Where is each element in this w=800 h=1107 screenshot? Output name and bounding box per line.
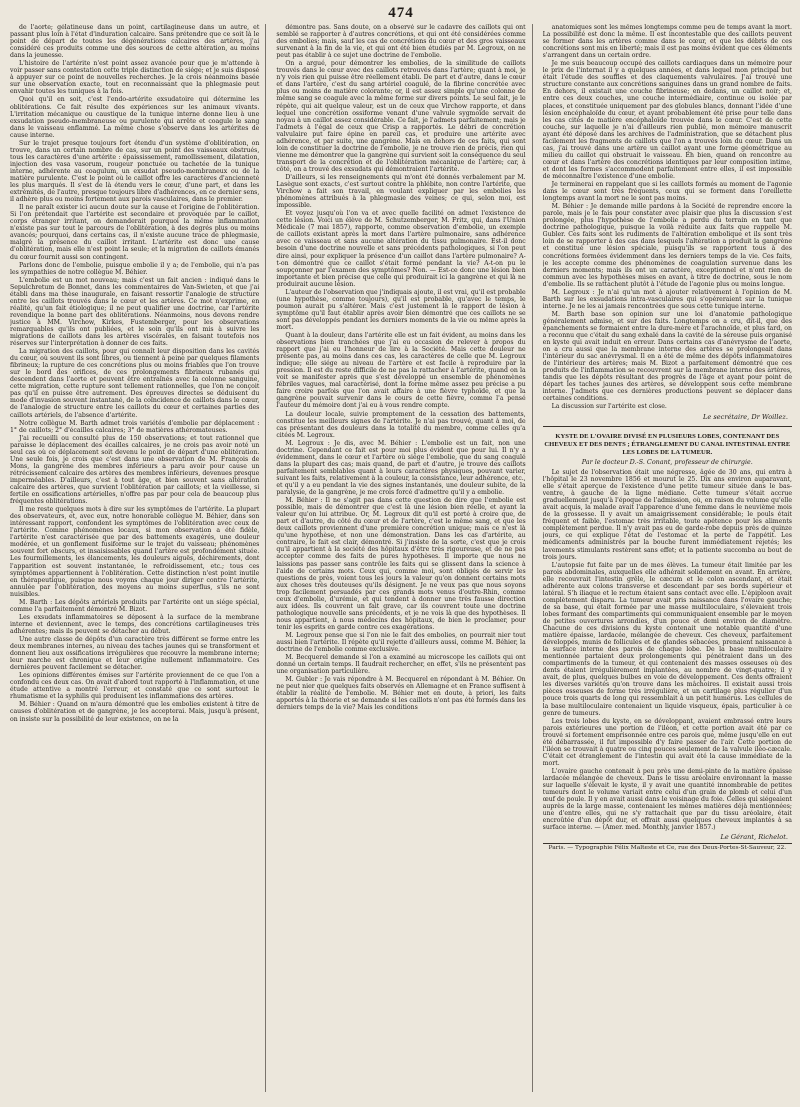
paragraph: Une autre classe de dépôts d'un caractère très différent se forme entre les deux membranes internes, au niveau des taches jaunes qui se transforment et donnent lieu aux ossifications irrégulières que recouvre la membrane interne; leur marche est chronique et leur origine nullement inflammatoire. Ces dernières peuvent facilement se détacher. [10, 635, 260, 672]
paragraph: Quant à la douleur, dans l'artérite elle est un fait évident, au moins dans les observations bien tranchées que j'ai eu occasion de relever à propos du rapport que j'ai eu l'honneur de lire à la Société. Mais cette douleur ne présente pas, au moins dans ces cas, les caractères de celle que M. Legroux indique; elle siége au niveau de l'artère et est facile à reproduire par la pression. Il est du reste difficile de ne pas la rattacher à l'artérite, quand on la voit se manifester après que s'est développé un ensemble de phénomènes fébriles vagues, mal caractérisé, dont la forme même assez peu précise a pu faire croire parfois que l'on avait affaire à une fièvre typhoïde, et que la gangrène pouvait survenir dans le cours de cette fièvre, comme l'a pensé l'auteur du mémoire dont j'ai eu à vous rendre compte. [276, 332, 526, 410]
paragraph: Quoi qu'il en soit, c'est l'endo-artérite exsudatoire qui détermine les oblitérations. Ce fait résulte des expériences sur les animaux vivants. L'irritation mécanique ou caustique de la tunique interne donne lieu à une exsudation pseudo-membraneuse ou purulente qui arrête et coagule le sang dans le vaisseau enflammé. La même chose s'observe dans les artérites de cause interne. [10, 96, 260, 139]
paragraph: Les trois lobes du kyste, en se développant, avaient embrassé entre leurs parois extérieures une portion de l'iléon, et cette portion avait été par ce trouvé si fortement emprisonnée entre ces parois que, même jusqu'elle en eut été débarrassée, il fut impossible d'y faire passer de l'air. Cette portion de l'iléon se trouvait à quatre ou cinq pouces seulement de la valvule iléo-cæcale. C'était cet étranglement de l'intestin qui avait été la cause immédiate de la mort. [542, 717, 792, 767]
gerant-signature: Le Gérant, Richelot. [720, 833, 788, 842]
paragraph: L'ovaire gauche contenait à peu près une demi-pinte de la matière épaisse lardacée mélangée de cheveux. Dans le tissu aréolaire environnant la masse sur laquelle s'élevait le kyste, il y avait une quantité innombrable de petites tumeurs dont le volume variait entre celui d'un grain de plomb et celui d'un œuf de poule. Il y en avait aussi dans le voisinage du foie. Celles qui siégeaient auprès de la large masse, contenaient les mêmes matières déjà mentionnées; une d'entre elles, qui ne s'y rattachait que par du tissu aréolaire, était encroûtée d'un dépôt dur, et offrait aussi quelques cheveux implantés à sa surface interne. — (Amer. med. Monthly, janvier 1857.) [542, 767, 792, 832]
paragraph: D'ailleurs, si les renseignements qui m'ont été donnés verbalement par M. Lasègue sont exacts, c'est surtout contre la phlébite, non contre l'artérite, que Virchow a fait son travail, en voulant expliquer par les embolies les phénomènes attribués à la phlegmasie des veines; ce qui, selon moi, est impossible. [276, 173, 526, 210]
column-left [10, 24, 266, 1092]
paragraph: M. Legroux : Je n'ai qu'un mot à ajouter relativement à l'opinion de M. Barth sur les exsudations intra-vasculaires qui s'opéreraient sur la tunique interne. Je ne les ai jamais rencontrées que sous cette tunique interne. [542, 288, 792, 310]
paragraph: Et voyez jusqu'où l'on va et avec quelle facilité on admet l'existence de cette lésion. Voici un élève de M. Schutzemberger, M. Fritz, qui, dans l'Union Médicale (7 mai 1857), rapporte, comme observation d'embolie, un exemple de caillots existant après la mort dans l'artère pulmonaire, sans adhérence avec ce vaisseau et sans aucune altération du tissu pulmonaire. Est-il donc besoin d'une doctrine nouvelle et sans précédents pathologiques, si l'on peut dire ainsi, pour expliquer la présence d'un caillot dans l'artère pulmonaire? A-t-on démontré que ce caillot s'était formé pendant la vie? A-t-on pu le soupçonner par l'examen des symptômes? Non. — Est-ce donc une lésion bien importante et bien précise que celle qui produirait ici la gangrène et qui là ne produirait aucune lésion. [276, 210, 526, 288]
paragraph: J'ai recueilli ou consulté plus de 150 observations; et tout rationnel que paraisse le déplacement des écailles calcaires, je ne crois pas avoir noté un seul cas où ce déplacement soit devenu le point de départ d'une oblitération. Une seule fois, je crois que c'est dans une observation de M. François de Mons, la gangrène des membres inférieurs a paru avoir pour cause un rétrécissement calcaire des artères des membres inférieurs, devenues presque imperméables. D'ailleurs, c'est à tout âge, et bien souvent sans altération calcaire des artères, que survient l'oblitération par caillots; et la vieillesse, si fertile en ossifications artérielles, n'offre pas par pour cela de beaucoup plus fréquentes oblitérations. [10, 434, 260, 506]
article-title: KYSTE DE L'OVAIRE DIVISÉ EN PLUSIEURS LOBES, CONTENANT DES CHEVEUX ET DES DENTS ; ÉTRANGLEMENT DU CANAL INTESTINAL ENTRE LES LOBES DE LA TUMEUR. [544, 432, 791, 456]
paragraph: M. Gubler : Je vais répondre à M. Becquerel en répondant à M. Béhier. On ne peut nier que quelques faits observés en Allemagne et en France suffisent à établir la réalité de l'embolie. M. Béhier met en doute, à priori, les faits apportés à la théorie et se demande si les caillots n'ont pas été formés dans les derniers temps de la vie? Mais les conditions [276, 676, 526, 712]
paragraph: L'histoire de l'artérite n'est point assez avancée pour que je m'attende à voir passer sans contestation cette triple distinction de siége; et je suis disposé à appuyer sur ce point de nouvelles recherches. Je la crois néanmoins basée sur une observation exacte, tout en reconnaissant que la phlegmasie peut envahir toutes les tuniques à la fois. [10, 60, 260, 96]
paragraph: M. Legroux : Je dis, avec M. Béhier : L'embolie est un fait, non une doctrine. Cependant ce fait est pour moi plus évident que pour lui. Il n'y a évidemment, dans le cœur et l'artère où siége l'embolie, que du sang coagulé dans la plupart des cas; mais quand, de part et d'autre, je trouve des caillots parfaitement semblables quant à leurs caractères physiques, pouvant varier, suivant les faits, relativement à la couleur, la consistance, leur adhérence, etc., et qu'il y a eu pendant la vie des signes instantanés, une douleur subite, de la paralysie, de la gangrène, je me crois forcé d'admettre qu'il y a embolie. [276, 439, 526, 497]
paragraph: On a argué, pour démontrer les embolies, de la similitude de caillots trouvés dans le cœur avec des caillots retrouvés dans l'artère; quant à moi, je n'y vois rien qui puisse être réellement établi. De part et d'autre, dans le cœur et dans l'artère, c'est du sang artériel coagulé, de la fibrine concrétée avec plus ou moins de matière colorante; or, il est assez simple qu'une colonne de même sang se coagule avec la même forme sur divers points. Le seul fait, je le répète, qui ait quelque valeur, est un de ceux que Virchow rapporte, et dans lequel une concrétion ossiforme venant d'une valvule sygmoïde servait de noyau à un caillot assez considérable. Ce fait, je l'admets parfaitement; mais je l'admets à l'égal de ceux que Crisp a rapportés. Le débri de concrétion valvulaire put faire épine en pareil cas, et produire une artérite avec adhérence, et par suite, une gangrène. Mais en dehors de ces faits, qui sont loin de constituer la doctrine de l'embolie, je ne trouve rien de précis, rien qui vienne me démontrer que la gangrène qui survient soit la conséquence du seul transport de la concrétion et de l'oblitération mécanique de l'artère; car, à côté, on a trouvé des exsudats qui démontraient l'artérite. [276, 60, 526, 173]
paragraph: M. Béhier : Je demande mille pardons à la Société de reprendre encore la parole, mais je le fais pour constater avec plaisir que plus la discussion s'est prolongée, plus l'hypothèse de l'embolie a perdu du terrain en tant que doctrine pathologique, puisque la voilà réduite aux faits que rappelle M. Gubler. Ces faits sont les rudiments de l'altération embolique et ils sont très loin de se rapporter à des cas dans lesquels l'altération a produit la gangrène et constitué une lésion spéciale, puisqu'ils se rapportent tous à des concrétions formées évidemment dans les derniers temps de la vie. Ces faits, je les accepte comme des phénomènes de coagulation survenue dans les derniers moments; mais ils ont un caractère, exceptionnel et n'ont rien de commun avec les hypothèses mises en avant, à titre de doctrine, sous le nom d'embolie. Ils se rattachent plutôt à l'étude de l'agonie plus ou moins longue. [542, 203, 792, 288]
paragraph: La discussion sur l'artérite est close. [551, 403, 667, 411]
paragraph: M. Barth : Les dépôts artériels produits par l'artérite ont un siége spécial, comme l'a parfaitement démontré M. Bizot. [10, 598, 260, 613]
paragraph: L'auteur de l'observation que j'indiquais ajoute, il est vrai, qu'il est probable (une hypothèse, comme toujours), qu'il est probable, qu'avec le temps, le poumon aurait pu s'altérer. Mais c'est justement là le rapport de lésion à symptôme qu'il faut établir après avoir bien démontré que ces caillots ne se sont pas développés pendant les derniers moments de la vie ou même après la mort. [276, 288, 526, 331]
article-body [543, 469, 792, 831]
paragraph: M. Becquerel demande si l'on a examiné au microscope les caillots qui ont donné un certain temps. Il faudrait rechercher, en effet, s'ils ne présentent pas une organisation particulière. [276, 654, 526, 676]
paragraph: La douleur locale, suivie promptement de la cessation des battements, constitue les meilleurs signes de l'artérite. Je n'ai pas trouvé, quant à moi, de cas présentant des douleurs dans la totalité du membre, comme celles qu'a citées M. Legroux. [276, 410, 526, 439]
paragraph: La migration des caillots, pour qui connaît leur disposition dans les cavités du cœur, où souvent ils sont libres, ou tiennent à peine par quelques filaments fibrineux; la rupture de ces concrétions plus ou moins friables que l'on trouve sur le bord des orifices, de ces prolongements fibrineux rubanés qui descendent dans l'aorte et peuvent être entraînés avec la colonne sanguine, cette migration, cette rupture sont tellement rationnelles, que l'on ne conçoit pas qu'il en puisse être autrement. Des épreuves directes se déduisent du mode d'invasion souvent instantané, de la coïncidence de caillots dans le cœur, de l'analogie de structure entre les caillots du cœur et certaines parties des caillots artériels, de l'absence d'artérite. [10, 348, 260, 419]
paragraph: Je me suis beaucoup occupé des caillots cardiaques dans un mémoire pour le prix de l'internat il y a quelques années, et dans lequel mon principal but était l'étude des souffles et des claquements valvulaires. J'ai trouvé une structure constante aux concrétions sanguines dans un grand nombre de faits. En dehors, il existait une couche fibrineuse; en dedans, un caillot noir; et, entre ces deux couches, une couche intermédiaire, continue ou isolée par places, et constituée uniquement par des globules blancs, donnant l'idée d'une lésion encéphaloïde du cœur, et ayant probablement été prise pour telle dans les cas cités de matière encéphaloïde trouvée dans le cœur. C'est de cette couche, sur laquelle je n'ai d'ailleurs rien publié, mon mémoire manuscrit ayant été déposé dans les archives de l'administration, que se détachent plus facilement les fragments de caillots que l'on a trouvés loin du cœur. Dans un cas, j'ai trouvé dans une artère un caillot ayant une forme géométrique au milieu du caillot qui obstruait le vaisseau. Eh bien, quand on rencontre au cœur et dans l'artère des concrétions identiques par leur composition intime, et dont les formes s'accommodent parfaitement entre elles, il est impossible de méconnaître l'existence d'une embolie. [542, 60, 792, 180]
paragraph: Il ne paraît exister ici aucun doute sur la cause et l'origine de l'oblitération. Si l'on prétendait que l'artérite est secondaire et provoquée par le caillot, corps étranger irritant, on demanderait pourquoi la même inflammation n'existe pas sur tout le parcours de l'oblitération, à des degrés plus ou moins avancés; pourquoi, dans certains cas, il n'existe aucune trace de phlegmasie, malgré la présence du caillot irritant. L'artérite est donc une cause d'oblitération, mais elle n'est point la seule; et la migration de caillots émanés du cœur fournit aussi son contingent. [10, 204, 260, 261]
paragraph: L'embolie est un mot nouveau; mais c'est un fait ancien : indiqué dans le Sepulchretum de Bonnet, dans les commentaires de Van-Swieten, et que j'ai établi dans ma thèse inaugurale, en faisant ressortir l'analogie de structure entre les caillots trouvés dans le cœur et les artères. Ce mot n'exprime, en réalité, qu'un fait étiologique; il ne peut qualifier une doctrine, car l'artérite revendique la bonne part des oblitérations. Néanmoins, nous devons rendre justice à MM. Virchow, Kirkes, Fustemberger, pour les observations remarquables qu'ils ont publiées, et le soin qu'ils ont mis à suivre les migrations de caillots dans les artères viscérales, en faisant toutefois nos réserves sur l'interprétation à donner de ces faits. [10, 276, 260, 348]
paragraph: Parlons donc de l'embolie, puisque embolie il y a; de l'embolie, qui n'a pas les sympathies de notre collègue M. Béhier. [10, 261, 260, 276]
paragraph: M. Béhier : Quand on m'aura démontré que les embolies existent à titre de causes d'oblitération et de gangrène, je les accepterai. Mais, jusqu'à présent, on insiste sur la possibilité de leur existence, on ne la [10, 701, 260, 723]
section-divider [543, 426, 792, 427]
paragraph: Les exsudats inflammatoires se déposent à la surface de la membrane interne et deviennent, avec le temps, des concrétions cartilagineuses très adhérentes; mais ils peuvent se détacher au début. [10, 613, 260, 635]
paragraph: de l'aorte; gélatineuse dans un point, cartilagineuse dans un autre, et passant plus loin à l'état d'induration calcaire. Sans prétendre que ce soit là le point de départ de toutes les dégénérations calcaires des artères, j'ai considéré ces produits comme une des sources de cette altération, au moins dans la jeunesse. [10, 24, 260, 60]
paragraph: Le sujet de l'observation était une négresse, âgée de 30 ans, qui entra à l'hôpital le 23 novembre 1856 et mourut le 25. Dix ans environ auparavant, elle s'était aperçue de l'existence d'une petite tumeur située dans le bas-ventre, à gauche de la ligne médiane. Cette tumeur s'était accrue graduellement jusqu'à l'époque de l'admission, où, en raison du volume qu'elle avait acquis, la malade avait l'apparence d'une femme dans le neuvième mois de la grossesse. Il y avait un amaigrissement considérable; le pouls était fréquent et faible, l'estomac très irritable, toute apétence pour les aliments complètement perdue. Il n'y avait pas eu de garde-robe depuis près de quinze jours, ce qui explique l'état de l'estomac et la perte de l'appétit. Les médicaments administrés par la bouche furent immédiatement rejetés; les lavements stimulants restèrent sans effet; et la patiente succomba au bout de trois jours. [542, 468, 792, 561]
column-right-paragraphs [543, 24, 792, 411]
paragraph: démontre pas. Sans doute, on a observé sur le cadavre des caillots qui ont semblé se rapporter à d'autres concrétions, et qui ont été considérées comme des embolies; mais, sauf les cas de concrétions du cœur et des gros vaisseaux survenant à la fin de la vie, et qui ont été bien étudiés par M. Legroux, on ne peut pas établir à ce sujet une doctrine de l'embolie. [276, 24, 526, 60]
paragraph: Il me reste quelques mots à dire sur les symptômes de l'artérite. La plupart des observateurs, et, avec eux, notre honorable collègue M. Béhier, dans son intéressant rapport, confondent les symptômes de l'oblitération avec ceux de l'artérite. Comme phénomènes locaux, si mon observation a été fidèle, l'artérite n'est caractérisée que par des battements exagérés, une douleur modérée, et un gonflement fusiforme sur le trajet du vaisseau; phénomènes souvent fort obscurs, et insaisissables quand l'artère est profondément située. Les fourmillements, les élancements, les douleurs aiguës, déchirements, dont l'apparition est souvent instantanée, le refroidissement, etc.; tous ces symptômes appartiennent à l'oblitération. Cette distinction n'est point inutile en thérapeutique, puisque nous voyons chaque jour diriger contre l'artérite, annulée par l'oblitération, des moyens au moins superflus, s'ils ne sont nuisibles. [10, 506, 260, 598]
printer-imprint: Paris. — Typographie Félix Malteste et Ce, rue des Deux-Portes-St-Sauveur, 22. [543, 843, 792, 852]
article-byline: Par le docteur D.-S. Conant, professeur de chirurgie. [581, 457, 753, 466]
paragraph: Notre collègue M. Barth admet trois variétés d'embolie par déplacement : 1° de caillots; 2° d'écailles calcaires; 3° de matières athéromateuses. [10, 419, 260, 434]
paragraph: L'autopsie fut faite par un de mes élèves. La tumeur était limitée par les parois abdominales, auxquelles elle adhérait solidement en avant. En arrière, elle recouvrait l'intestin grêle, le cæcum et le colon ascendant, et était adhérente aux colons transverse et descendant par ses bords supérieur et latéral. S'h iliaque et le rectum étaient sans contact avec elle. L'épiploon avait complètement disparu. La tumeur avait pris naissance dans l'ovaire gauche; de sa base, qui était formée par une masse multiloculaire, s'élevaient trois lobes formant des compartiments qui communiquaient ensemble par le moyen de petites ouvertures arrondies, d'un pouce et demi environ de diamètre. Chacune de ces divisions du kyste contenait une notable quantité d'une matière épaisse, lardacée, mélangée de cheveux. Ces cheveux, parfaitement développés, munis de follicules et de glandes sébacées, prenaient naissance à la surface interne des parois de chaque lobe. De la base multiloculaire mentionnée partaient deux prolongements qui pénétraient dans un des compartiments de la tumeur, et qui contenaient des masses osseuses où des dents étaient irrégulièrement implantées, au nombre de vingt-quatre; il y avait, de plus, quelques bulbes en voie de développement. Ces dents offraient les diverses variétés qu'on trouve dans les mâchoires. Il existait aussi trois pièces osseuses de forme très irrégulière, et un cartilage plus régulier d'un pouce trois quarts de long qui ressemblait à un petit humérus. Les cellules de la base multiloculaire contenaient un liquide visqueux, épais, particulier à ce genre de tumeurs. [542, 561, 792, 717]
paragraph: anatomiques sont les mêmes longtemps comme peu de temps avant la mort. La possibilité est donc la même. Il est incontestable que des caillots peuvent se former dans les artères comme dans le cœur, et que les débris de ces concrétions sont mis en liberté; mais il est pas moins évident que ces éléments s'arrangent dans un certain ordre. [542, 24, 792, 60]
column-middle [276, 24, 532, 1092]
paragraph: M. Béhier : Il ne s'agit pas dans cette question de dire que l'embolie est possible, mais de démontrer que c'est là une lésion bien réelle, et ayant la valeur qu'on lui attribue. Or, M. Legroux dit qu'il est porté à croire que, de part et d'autre, du côté du cœur et de l'artère, c'est le même sang, et que les deux caillots proviennent d'une première concrétion unique; mais ce n'est là qu'une hypothèse, et non une démonstration. Dans les cas d'artérite, au contraire, le fait est clair, démontré. Si j'insiste de la sorte, c'est que je crois qu'il appartient à la société des hôpitaux d'être très rigoureuse, et de ne pas accepter comme des faits de pures hypothèses. Il importe que nous ne laissions pas passer sans contrôle les faits qui se glissent dans la science à l'aide de certains mots. Ceux qui, comme moi, sont obligés de servir les questions de près, voient tous les jours la valeur qu'on donnent certains mots aux choses très douteuses qu'ils désignent. Je ne veux pas que nous soyons trop facilement persuadés par ces grands mots venus d'outre-Rhin, comme ceux d'embolie, d'urémie, et qui tendent à donner une très fausse direction aux idées. Ils couvrent un fait grave, car ils couvrent toute une doctrine pathologique nouvelle sans précédents, et je ne vois là que des hypothèses. Il nous appartient, à nous médecins des hôpitaux, de bien le proclamer, pour tenir les esprits en garde contre ces exagérations. [276, 497, 526, 631]
text-columns [10, 24, 792, 1092]
page-number: 474 [388, 5, 414, 21]
secretary-signature: Le secrétaire, Dr Woillez. [703, 412, 788, 421]
column-right [543, 24, 792, 1092]
paragraph: Sur le trajet presque toujours fort étendu d'un système d'oblitération, on trouve, dans un certain nombre de cas, sur un point des vaisseaux obstrués, tous les caractères d'une artérite : épaississement, ramollissement, dilatation, injection des vasa vasorum, rougeur ponctuée ou tachetée de la tunique interne, adhérente au coagulum, un exsudat pseudo-membraneux ou de la matière purulente. C'est le point où le caillot offre les caractères d'ancienneté les plus marqués. Il s'est de là étendu vers le cœur, d'une part, et dans les extrémités, de l'autre, presque toujours libre d'adhérences, en ce dernier sens, il adhère plus ou moins fortement aux parois vasculaires, dans le premier. [10, 139, 260, 204]
paragraph: M. Legroux pense que si l'on nie le fait des embolies, on pourrait nier tout aussi bien l'artérite. Il répète qu'il rejette d'ailleurs aussi, comme M. Béhier, la doctrine de l'embolie comme exclusive. [276, 631, 526, 654]
paragraph: M. Barth base son opinion sur une loi d'anatomie pathologique généralement admise, et sur des faits. Longtemps on a cru, dit-il, que des épanchements se formaient entre la dure-mère et l'arachnoïde, et plus tard, on a reconnu que c'était du sang exhalé dans la cavité de la séreuse puis organisé en kyste qui avait induit en erreur. Dans certains cas d'anévrysme de l'aorte, on a cru aussi que la membrane interne des artères se prolongeait dans l'intérieur du sac anévrysmal. Il en a été de même des dépôts inflammatoires de l'intérieur des artères; mais M. Bizot a parfaitement démontré que ces produits de l'inflammation se recouvrent sur la membrane interne des artères, tandis que les dépôts résultant des progrès de l'âge et ayant pour point de départ les taches jaunes des artères, se développent sous cette membrane interne. J'admets que ces dernières productions peuvent se déplacer dans certaines conditions. [542, 310, 792, 403]
paragraph: Les opinions différentes émises sur l'artérite proviennent de ce que l'on a confondu ces deux cas. On avait d'abord tout rapporté à l'inflammation, et une étude attentive a montré l'erreur, et constaté que ce sont surtout le rhumatisme et la syphilis qui produisent les inflammations des artères. [10, 672, 260, 701]
paragraph: Je terminerai en rappelant que si les caillots formés au moment de l'agonie dans le cœur sont très fréquents, ceux qui se forment dans l'oreillette longtemps avant la mort ne le sont pas moins. [542, 181, 792, 203]
